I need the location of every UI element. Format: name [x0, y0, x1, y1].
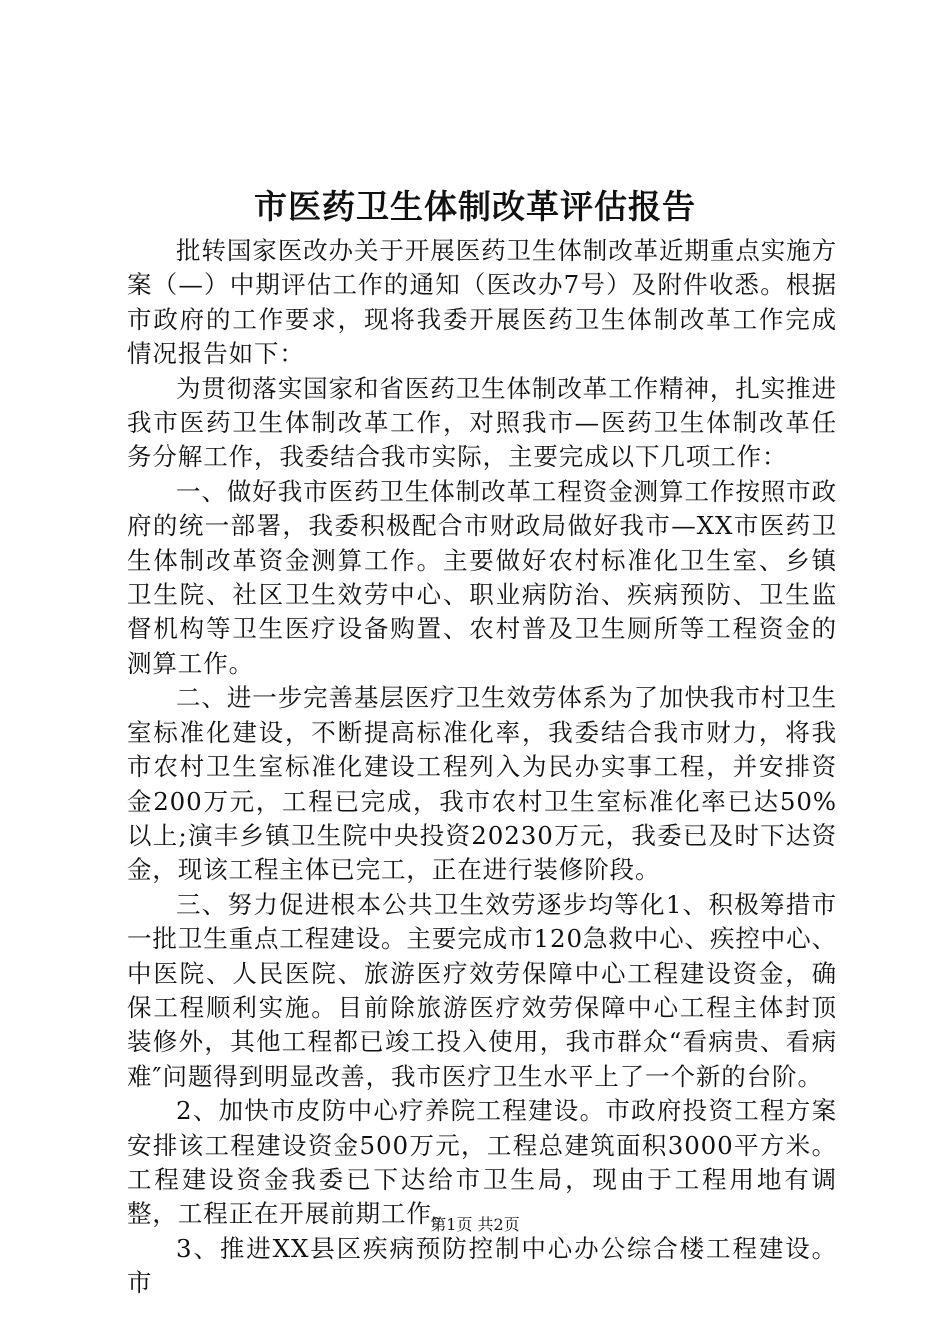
- page-number-footer: 第1页 共2页: [430, 1215, 520, 1234]
- document-title: 市医药卫生体制改革评估报告: [254, 187, 696, 226]
- paragraph-section-2: 二、进一步完善基层医疗卫生效劳体系为了加快我市村卫生室标准化建设，不断提高标准化率，我委结合我市财力，将我市农村卫生室标准化建设工程列入为民办实事工程，并安排资金200万元，工程已完成，我市农村卫生室标准化率已达50%以上;演丰乡镇卫生院中央投资20230万元，我委已及时下达资金，现该工程主体已完工，正在进行装修阶段。: [127, 683, 837, 885]
- paragraph-item-2: 2、加快市皮防中心疗养院工程建设。市政府投资工程方案安排该工程建设资金500万元，工程总建筑面积3000平方米。工程建设资金我委已下达给市卫生局，现由于工程用地有调整，工程正在开展前期工作。: [127, 1096, 837, 1229]
- document-body: [127, 234, 837, 1301]
- paragraph-item-3: 3、推进XX县区疾病预防控制中心办公综合楼工程建设。市: [127, 1233, 837, 1298]
- paragraph-intro: 批转国家医改办关于开展医药卫生体制改革近期重点实施方案（—）中期评估工作的通知（医改办7号）及附件收悉。根据市政府的工作要求，现将我委开展医药卫生体制改革工作完成情况报告如下：: [127, 236, 837, 369]
- paragraph-section-1: 一、做好我市医药卫生体制改革工程资金测算工作按照市政府的统一部署，我委积极配合市财政局做好我市—XX市医药卫生体制改革资金测算工作。主要做好农村标准化卫生室、乡镇卫生院、社区卫生效劳中心、职业病防治、疾病预防、卫生监督机构等卫生医疗设备购置、农村普及卫生厕所等工程资金的测算工作。: [127, 476, 837, 678]
- paragraph-section-3: 三、努力促进根本公共卫生效劳逐步均等化1、积极筹措市一批卫生重点工程建设。主要完成市120急救中心、疾控中心、中医院、人民医院、旅游医疗效劳保障中心工程建设资金，确保工程顺利实施。目前除旅游医疗效劳保障中心工程主体封顶装修外，其他工程都已竣工投入使用，我市群众“看病贵、看病难″问题得到明显改善，我市医疗卫生水平上了一个新的台阶。: [127, 889, 837, 1091]
- paragraph-purpose: 为贯彻落实国家和省医药卫生体制改革工作精神，扎实推进我市医药卫生体制改革工作，对照我市—医药卫生体制改革任务分解工作，我委结合我市实际，主要完成以下几项工作：: [127, 373, 837, 472]
